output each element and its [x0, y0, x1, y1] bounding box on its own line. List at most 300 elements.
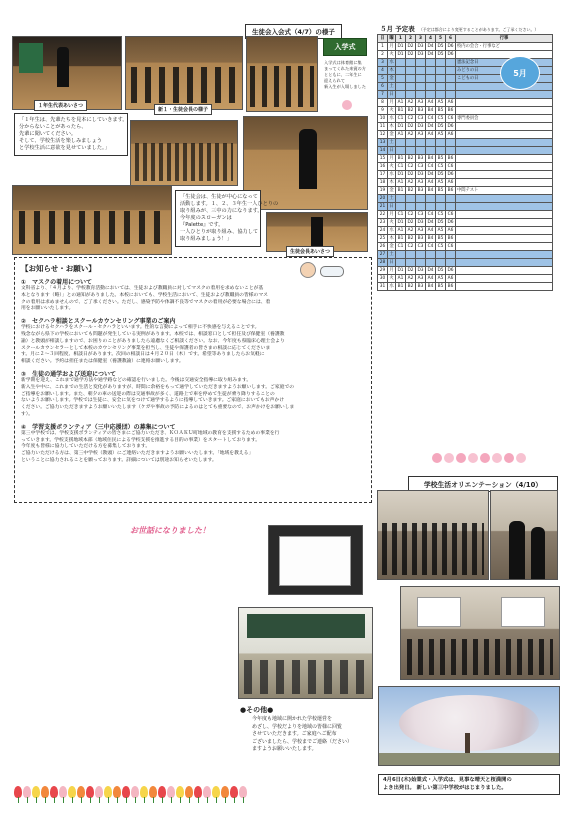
schedule-row	[378, 163, 553, 171]
schedule-cell	[446, 139, 456, 147]
notice-line: 新学期を迎え、これまで通学方法や通学路などの確認を行いました。今後は交通安全指導に取り組みます。	[21, 377, 252, 383]
bubble-line: 『Palette』です。	[180, 222, 224, 229]
side-note-line: 新入生が入場しました	[324, 83, 366, 89]
schedule-cell: A5	[436, 131, 446, 139]
schedule-cell	[446, 203, 456, 211]
tulip-stem	[234, 797, 235, 803]
schedule-cell: C4	[426, 163, 436, 171]
schedule-cell: 金	[389, 188, 394, 193]
photo-student-council-ceremony	[125, 36, 243, 110]
schedule-cell: 1	[378, 43, 388, 51]
tulip-stem	[72, 797, 73, 803]
schedule-cell: 9	[378, 107, 388, 115]
bubble-line: 先輩に聞いてください。	[19, 131, 77, 138]
schedule-cell: 水	[389, 172, 394, 177]
schedule-cell: 15	[378, 155, 388, 163]
schedule-cell: 20	[378, 195, 388, 203]
tulip-stem	[144, 797, 145, 803]
schedule-cell: D2	[407, 220, 414, 225]
thanks-label: お世話になりました！	[130, 526, 210, 535]
schedule-row	[378, 275, 553, 283]
schedule-cell: 金	[389, 76, 394, 81]
notice-line: す。月に２〜３回程度、相談日があります。次回の相談日は４月２０日（木）です。希望等ありましたらお気軽に	[21, 352, 265, 358]
schedule-cell: B6	[446, 155, 456, 163]
schedule-cell	[446, 251, 456, 259]
schedule-cell: A3	[416, 227, 426, 235]
bubble-line: と学校生活に意欲を見せていました。」	[19, 145, 110, 152]
photo-caption-line: よき出発日。 新しい第三中学校がはじまりました。	[383, 784, 507, 791]
photo-first-year-speech	[12, 36, 122, 110]
notice-line: 本となります（略）」との通知がありました。本校においても、学校生活において、生徒および教職員の皆様のマス	[21, 292, 268, 298]
schedule-row	[378, 219, 553, 227]
tulip-stem	[99, 797, 100, 803]
schedule-cell	[426, 75, 436, 83]
schedule-cell: 木	[389, 124, 394, 129]
bubble-line: 取り組みましょう！」	[180, 236, 232, 243]
schedule-cell	[446, 147, 456, 155]
schedule-row	[378, 123, 553, 131]
schedule-row	[378, 211, 553, 219]
schedule-row	[378, 227, 553, 235]
schedule-cell	[446, 195, 456, 203]
schedule-cell: 土	[389, 252, 394, 257]
schedule-row	[378, 267, 553, 275]
schedule-header-row	[378, 35, 553, 43]
schedule-cell: 13	[378, 139, 388, 147]
notice-line: 文科省より、「４月より、学校教育活動においては、生徒および教職員に対してマスクの着用を求めないことが基	[21, 286, 264, 291]
schedule-cell: D1	[397, 124, 404, 129]
schedule-cell: 月	[389, 44, 394, 49]
schedule-cell: C5	[436, 243, 446, 251]
schedule-cell: 日	[389, 148, 394, 153]
tulip-stem	[162, 797, 163, 803]
photo-council-president	[243, 116, 368, 210]
schedule-cell: B5	[436, 187, 446, 195]
schedule-cell: 22	[378, 211, 388, 219]
notice-section-heading: ④ 学習支援ボランティア（三中応援団）の募集について	[21, 423, 176, 431]
notice-line: 今年度も皆様に協力していただける方を募集しております。	[21, 444, 151, 450]
orientation-title: 学校生活オリエンテーション（4/10）	[408, 476, 558, 492]
schedule-cell	[416, 147, 426, 155]
tulip-border	[14, 786, 254, 808]
schedule-event-cell	[456, 259, 553, 267]
schedule-event-cell	[456, 227, 553, 235]
schedule-cell: A3	[416, 275, 426, 283]
schedule-cell: D3	[417, 124, 424, 129]
tulip-stem	[180, 797, 181, 803]
schedule-cell: D4	[427, 44, 434, 49]
photo-stage-students	[246, 36, 318, 112]
schedule-cell: 21	[378, 203, 388, 211]
schedule-cell: D4	[427, 52, 434, 57]
schedule-cell: D3	[417, 44, 424, 49]
schedule-cell: B2	[406, 235, 416, 243]
schedule-event-cell	[456, 107, 553, 115]
tulip-stem	[45, 797, 46, 803]
schedule-cell	[436, 147, 446, 155]
notice-line: 第三中学校では、学校支援ボランティアの皆さまにご協力いただき、ＫＯＡＫＵ町地域の教育を支援するための事業を行	[21, 430, 280, 436]
bubble-line: 分からないことがあったら、	[19, 124, 87, 131]
tulip-stem	[54, 797, 55, 803]
schedule-cell: D5	[437, 44, 444, 49]
schedule-cell	[416, 259, 426, 267]
schedule-cell: 24	[378, 227, 388, 235]
schedule-cell: B1	[396, 187, 406, 195]
schedule-cell: A3	[416, 131, 426, 139]
notice-section-body	[21, 325, 365, 366]
tulip-stem	[27, 797, 28, 803]
schedule-cell	[426, 147, 436, 155]
schedule-cell: A1	[396, 179, 406, 187]
schedule-cell: B3	[416, 155, 426, 163]
schedule-cell: 27	[378, 251, 388, 259]
schedule-cell: A2	[406, 131, 416, 139]
schedule-cell: 31	[378, 283, 388, 291]
schedule-cell: D3	[417, 172, 424, 177]
tulip-stem	[90, 797, 91, 803]
schedule-cell: 4	[378, 67, 388, 75]
schedule-event-cell	[456, 51, 553, 59]
schedule-cell: 月	[389, 268, 394, 273]
schedule-cell	[436, 67, 446, 75]
schedule-cell	[416, 139, 426, 147]
schedule-cell: 水	[389, 284, 394, 289]
schedule-cell	[436, 91, 446, 99]
notice-line: 諭）と教頭が相談しますので、お困りのことがありましたら遠慮なくご相談ください。なお、今年度も県臨床心理士会より	[21, 338, 285, 344]
schedule-cell: A4	[426, 131, 436, 139]
schedule-cell	[426, 83, 436, 91]
side-note-line: 入学式は体育館に集	[324, 60, 362, 65]
schedule-cell: C1	[396, 163, 406, 171]
schedule-cell: D4	[427, 172, 434, 177]
schedule-cell: C5	[436, 211, 446, 219]
schedule-cell: D6	[447, 124, 454, 129]
schedule-cell: 水	[389, 228, 394, 233]
notice-line: ご指導をお願いします。また、朝夕の車の送迎の際は交通事故が多く、道路上で車を停めて生徒が乗り降りすることの	[21, 391, 275, 397]
schedule-event-cell	[456, 267, 553, 275]
schedule-cell: C1	[396, 243, 406, 251]
schedule-row	[378, 115, 553, 123]
schedule-row	[378, 283, 553, 291]
photo-orientation-presentation	[400, 586, 560, 680]
schedule-cell: B3	[416, 187, 426, 195]
schedule-row	[378, 187, 553, 195]
schedule-row	[378, 131, 553, 139]
bubble-line: 一人ひとりが取り組み、協力して	[180, 229, 259, 236]
schedule-cell: 土	[389, 84, 394, 89]
schedule-cell: B2	[406, 283, 416, 291]
tulip-stem	[135, 797, 136, 803]
photo-gym-rows	[130, 120, 238, 186]
tulip-stem	[243, 797, 244, 803]
notice-section-heading: ③ 生徒の通学および送迎について	[21, 370, 116, 378]
sakura-decoration	[432, 453, 532, 467]
schedule-cell	[396, 59, 406, 67]
schedule-event-cell	[456, 235, 553, 243]
schedule-cell: B5	[436, 155, 446, 163]
schedule-cell	[396, 203, 406, 211]
notice-line: スクールカウンセラーとして本校のカウンセリング事業を担当し、生徒や保護者の皆さまの相談に応じてくださいま	[21, 345, 271, 351]
schedule-event-cell	[456, 283, 553, 291]
schedule-cell: A6	[446, 227, 456, 235]
schedule-cell: C2	[406, 211, 416, 219]
schedule-event-cell: みどりの日	[456, 67, 553, 75]
schedule-cell: 2	[378, 51, 388, 59]
schedule-cell	[426, 251, 436, 259]
schedule-cell	[396, 83, 406, 91]
schedule-row	[378, 99, 553, 107]
nyuugaku-sign	[323, 38, 367, 56]
schedule-cell: C5	[436, 163, 446, 171]
schedule-cell: A2	[406, 99, 416, 107]
schedule-cell: B3	[416, 283, 426, 291]
photo-caption-line: 4月6日(木)始業式・入学式は、見事な晴天と桜満開の	[383, 777, 512, 783]
schedule-cell	[436, 139, 446, 147]
schedule-row	[378, 243, 553, 251]
schedule-cell: D6	[447, 44, 454, 49]
schedule-cell	[406, 75, 416, 83]
tulip-stem	[216, 797, 217, 803]
schedule-cell	[396, 75, 406, 83]
schedule-row	[378, 91, 553, 99]
notice-line: す）。	[21, 411, 33, 417]
schedule-cell: B3	[416, 107, 426, 115]
schedule-cell: 12	[378, 131, 388, 139]
schedule-event-cell	[456, 131, 553, 139]
schedule-cell: C1	[396, 211, 406, 219]
schedule-cell	[446, 75, 456, 83]
report-title: 生徒会入会式（4/7）の様子	[245, 24, 342, 39]
schedule-cell	[406, 67, 416, 75]
schedule-header-cell: 行事	[456, 35, 553, 43]
schedule-event-cell: 憲法記念日	[456, 59, 553, 67]
schedule-cell	[406, 91, 416, 99]
schedule-row	[378, 147, 553, 155]
may-badge	[500, 56, 540, 90]
schedule-cell	[406, 139, 416, 147]
side-note-line: 迎えられて	[324, 77, 345, 83]
schedule-cell	[396, 147, 406, 155]
notice-section-body	[21, 286, 365, 313]
notice-section-body	[21, 378, 365, 419]
schedule-cell: A2	[406, 179, 416, 187]
bubble-line: 取り組みが、三中の力になります。	[180, 208, 263, 215]
schedule-title	[380, 24, 538, 33]
schedule-cell: 19	[378, 187, 388, 195]
schedule-cell: A6	[446, 275, 456, 283]
schedule-row	[378, 195, 553, 203]
schedule-cell	[446, 59, 456, 67]
schedule-cell	[426, 195, 436, 203]
schedule-cell: A2	[406, 227, 416, 235]
schedule-cell: 6	[378, 83, 388, 91]
photo-caption-box	[378, 774, 560, 795]
schedule-cell: B3	[416, 235, 426, 243]
schedule-cell: 土	[389, 140, 394, 145]
sonota-line: ございましたら、学校までご連絡（ださい）	[252, 738, 353, 745]
schedule-cell	[446, 67, 456, 75]
schedule-cell	[406, 147, 416, 155]
schedule-header-cell: 日	[378, 35, 388, 43]
schedule-cell: D2	[407, 268, 414, 273]
caption-president-speech: 生徒会長あいさつ	[286, 246, 334, 257]
notice-section-heading: ② セクハラ相談とスクールカウンセリング事業のご案内	[21, 318, 176, 326]
schedule-cell: A1	[396, 275, 406, 283]
schedule-cell: B5	[436, 283, 446, 291]
schedule-cell: A1	[396, 99, 406, 107]
schedule-event-cell: 校内の会合・行事など	[456, 43, 553, 51]
schedule-header-cell: 曜	[389, 36, 394, 41]
schedule-cell: A4	[426, 99, 436, 107]
tulip-stem	[225, 797, 226, 803]
bubble-president	[175, 190, 279, 247]
schedule-title-text: ５月 予定表	[380, 25, 415, 33]
schedule-event-cell	[456, 211, 553, 219]
schedule-event-cell: こどもの日	[456, 75, 553, 83]
schedule-cell: C3	[416, 243, 426, 251]
schedule-cell: C2	[406, 163, 416, 171]
schedule-cell	[406, 251, 416, 259]
schedule-row	[378, 251, 553, 259]
schedule-cell: B1	[396, 283, 406, 291]
photo-stage-lineup	[12, 185, 172, 255]
schedule-cell	[446, 91, 456, 99]
tulip-stem	[81, 797, 82, 803]
schedule-cell: D6	[447, 52, 454, 57]
schedule-cell: B1	[396, 155, 406, 163]
schedule-header-cell: 3	[416, 35, 426, 43]
schedule-cell	[416, 91, 426, 99]
schedule-row	[378, 107, 553, 115]
schedule-event-cell: 中間テスト	[456, 187, 553, 195]
schedule-cell: D2	[407, 124, 414, 129]
schedule-cell: 29	[378, 267, 388, 275]
tulip-stem	[198, 797, 199, 803]
schedule-cell	[426, 67, 436, 75]
schedule-event-cell	[456, 195, 553, 203]
notice-line: ないようお願いします。学校では生徒に、安全に気をつけて通学するように指導していきます。ご家庭においてもお声かけ	[21, 398, 285, 404]
schedule-cell: 金	[389, 132, 394, 137]
bubble-line: 活動します。１、２、３年生一人ひとりの	[180, 201, 279, 208]
schedule-row	[378, 171, 553, 179]
schedule-cell	[396, 67, 406, 75]
schedule-row	[378, 43, 553, 51]
schedule-cell: D3	[417, 268, 424, 273]
tulip-stem	[171, 797, 172, 803]
schedule-cell: D2	[407, 44, 414, 49]
schedule-row	[378, 203, 553, 211]
schedule-cell	[416, 195, 426, 203]
schedule-cell: 水	[389, 60, 394, 65]
schedule-cell: 土	[389, 196, 394, 201]
schedule-cell: B1	[396, 107, 406, 115]
schedule-cell	[416, 75, 426, 83]
schedule-cell: C2	[406, 243, 416, 251]
tulip-stem	[63, 797, 64, 803]
tulip-stem	[108, 797, 109, 803]
tulip-stem	[36, 797, 37, 803]
schedule-cell: D4	[427, 220, 434, 225]
side-note-line: まってくれた来賓の方	[324, 65, 366, 71]
schedule-cell: B4	[426, 107, 436, 115]
schedule-cell: D3	[417, 52, 424, 57]
schedule-cell: 日	[389, 92, 394, 97]
caption-student-council: 新１・生徒会長の様子	[154, 104, 212, 115]
schedule-cell: B6	[446, 283, 456, 291]
schedule-event-cell	[456, 91, 553, 99]
schedule-cell: 16	[378, 163, 388, 171]
schedule-cell: 30	[378, 275, 388, 283]
tulip-stem	[153, 797, 154, 803]
tulip-stem	[126, 797, 127, 803]
schedule-cell: A5	[436, 227, 446, 235]
sonota-heading: ●その他●	[240, 706, 274, 714]
schedule-cell	[416, 59, 426, 67]
schedule-cell: A3	[416, 99, 426, 107]
schedule-row	[378, 235, 553, 243]
schedule-cell	[406, 203, 416, 211]
schedule-cell	[436, 195, 446, 203]
notice-section-heading: ① マスクの着用について	[21, 279, 92, 286]
schedule-event-cell	[456, 243, 553, 251]
schedule-cell: D3	[417, 220, 424, 225]
schedule-cell: A5	[436, 275, 446, 283]
notice-line: ください。ご協力いただきますようお願いいたします（ケガや事故の予防によるのはとても重要なので、お声かけをお願いしま	[21, 405, 295, 411]
sonota-line: 今年度も地域に開かれた学校運営を	[252, 716, 333, 722]
schedule-header-cell: 5	[436, 35, 446, 43]
schedule-cell: D4	[427, 124, 434, 129]
schedule-cell: 金	[389, 244, 394, 249]
schedule-event-cell	[456, 139, 553, 147]
schedule-cell: 3	[378, 59, 388, 67]
notice-title: 【お知らせ・お願い】	[21, 264, 96, 273]
notice-line: っていきます。学校支援地域本部（地域住民による学校支援を推進する目的の事業）をスタートしております。	[21, 437, 261, 443]
schedule-cell	[406, 59, 416, 67]
notice-section-body	[21, 431, 365, 465]
sakura-icon	[342, 100, 352, 110]
schedule-header-cell: 6	[446, 35, 456, 43]
schedule-cell: D4	[427, 268, 434, 273]
schedule-cell: 火	[389, 164, 394, 169]
schedule-cell: C3	[416, 211, 426, 219]
may-badge-text: 5月	[513, 68, 527, 78]
schedule-cell: B4	[426, 283, 436, 291]
notice-line: クの着用は求めませんので、ご了承ください。ただし、感染予防や体調不良等でマスクの着用が必要な場合には、着	[21, 299, 271, 305]
schedule-cell	[436, 259, 446, 267]
schedule-cell: B2	[406, 107, 416, 115]
schedule-row	[378, 139, 553, 147]
schedule-cell: B4	[426, 235, 436, 243]
schedule-cell: 7	[378, 91, 388, 99]
schedule-cell	[436, 59, 446, 67]
schedule-cell: D5	[437, 52, 444, 57]
schedule-cell: D6	[447, 172, 454, 177]
schedule-cell: A6	[446, 99, 456, 107]
schedule-cell: 月	[389, 212, 394, 217]
photo-classroom-lecture	[238, 607, 373, 699]
bubble-line: そして、学校生活を楽しみましょう	[19, 138, 102, 145]
photo-classroom-screen	[268, 525, 363, 595]
schedule-cell: B6	[446, 235, 456, 243]
sonota-line: させていただきます。ご家庭へご配布	[252, 731, 337, 737]
schedule-cell: C6	[446, 163, 456, 171]
schedule-cell: C4	[426, 243, 436, 251]
schedule-row	[378, 179, 553, 187]
schedule-cell: 28	[378, 259, 388, 267]
schedule-cell	[426, 59, 436, 67]
sonota-line: ますようお願いいたします。	[252, 746, 317, 752]
schedule-cell	[436, 75, 446, 83]
